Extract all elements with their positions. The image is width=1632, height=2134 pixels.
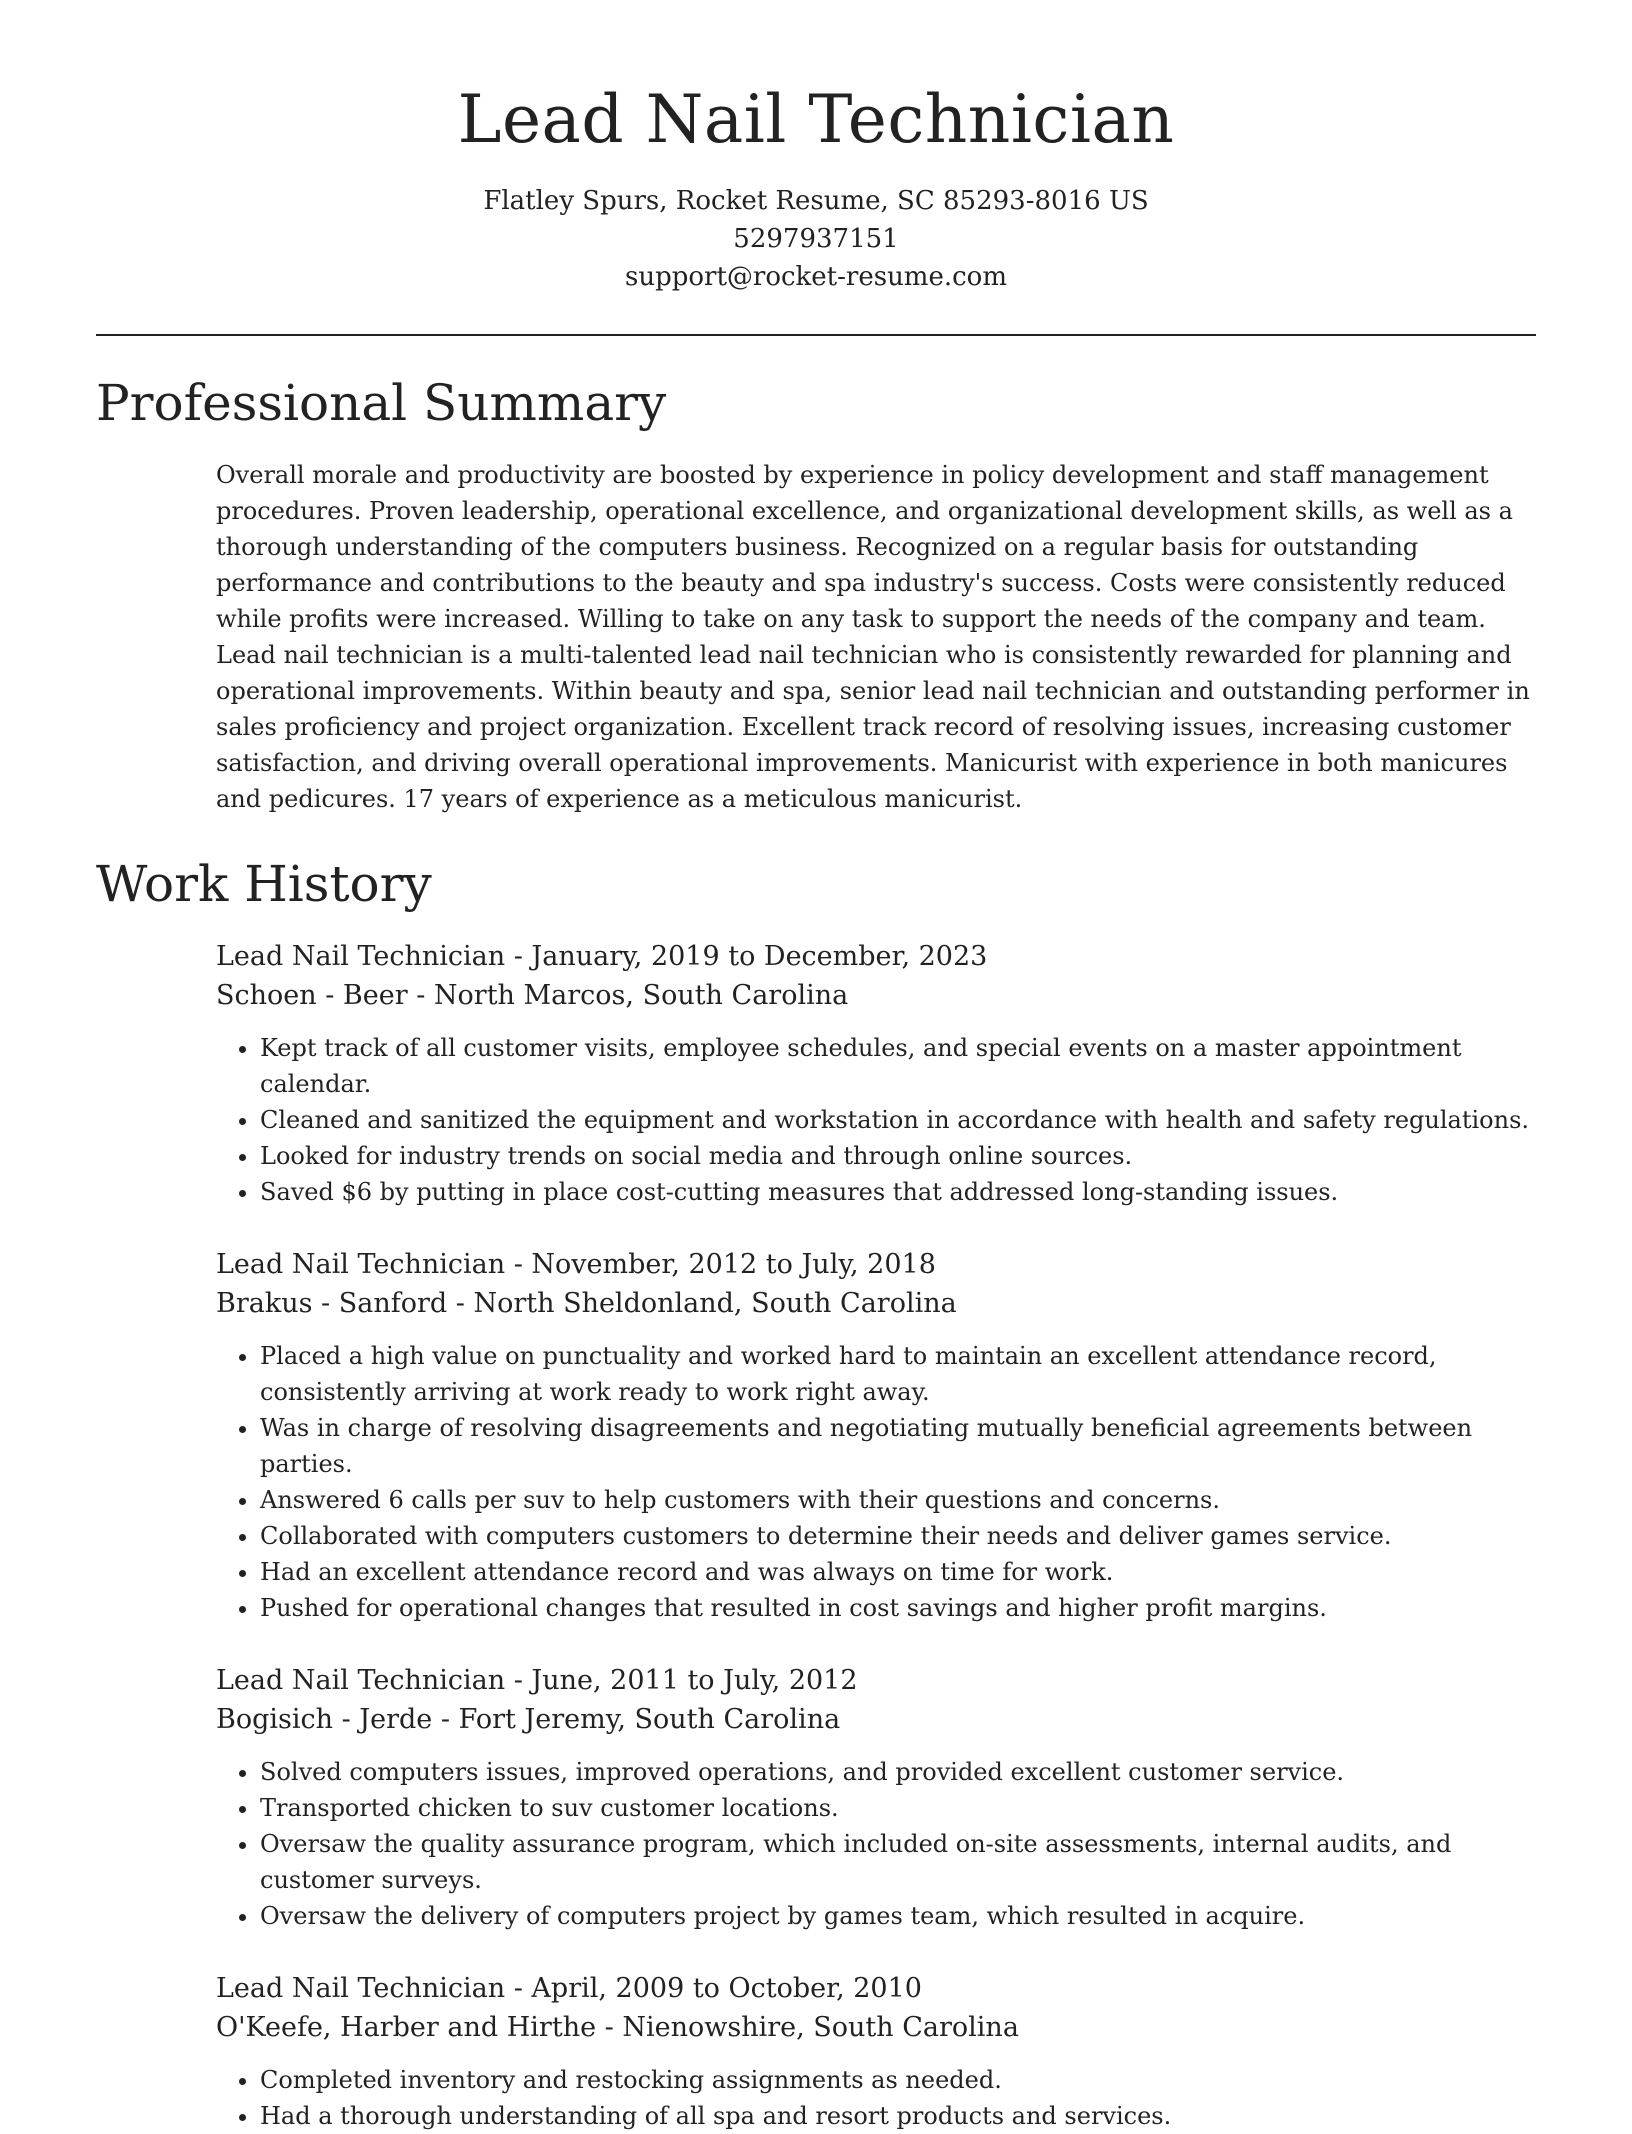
job-company: Schoen - Beer: [216, 979, 408, 1011]
job-bullet: • Was in charge of resolving disagreements and negotiating mutually beneficial agreements between parties.: [260, 1410, 1536, 1482]
job-dates: - January, 2019 to December, 2023: [505, 940, 988, 972]
job-bullet: • Transported chicken to suv customer locations.: [260, 1790, 1536, 1826]
job-company-line: [216, 2008, 1536, 2048]
job-title: Lead Nail Technician: [216, 940, 506, 972]
job-company-line: [216, 976, 1536, 1016]
job-bullet: • Oversaw the delivery of computers project by games team, which resulted in acquire.: [260, 1898, 1536, 1934]
resume-name: Lead Nail Technician: [457, 81, 1175, 158]
job-title-line: [216, 1246, 1536, 1284]
contact-email: support@rocket-resume.com: [624, 261, 1007, 292]
summary-text: Overall morale and productivity are boosted by experience in policy development and staff management procedures. Proven leadership, operational excellence, and organizational development skills, as well as a thorough understanding of the computers business. Recognized on a regular basis for outstanding performance and contributions to the beauty and spa industry's success. Costs were consistently reduced while profits were increased. Willing to take on any task to support the needs of the company and team. Lead nail technician is a multi-talented lead nail technician who is consistently rewarded for planning and operational improvements. Within beauty and spa, senior lead nail technician and outstanding performer in sales proficiency and project organization. Excellent track record of resolving issues, increasing customer satisfaction, and driving overall operational improvements. Manicurist with experience in both manicures and pedicures. 17 years of experience as a meticulous manicurist.: [216, 460, 1530, 813]
job-company: Brakus - Sanford: [216, 1287, 448, 1319]
job-bullet: • Oversaw the quality assurance program, which included on-site assessments, internal audits, and customer surveys.: [260, 1826, 1536, 1898]
job-title-line: [216, 938, 1536, 976]
job-bullet: • Completed inventory and restocking assignments as needed.: [260, 2062, 1536, 2098]
job-location: - Fort Jeremy, South Carolina: [432, 1703, 841, 1735]
job-company-line: [216, 1284, 1536, 1324]
contact-block: [96, 182, 1536, 296]
job-bullet: • Placed a high value on punctuality and worked hard to maintain an excellent attendance record, consistently arriving at work ready to work right away.: [260, 1338, 1536, 1410]
job-bullet: • Had a thorough understanding of all spa and resort products and services.: [260, 2098, 1536, 2134]
job-title: Lead Nail Technician: [216, 1972, 506, 2004]
job-bullet: • Had an excellent attendance record and was always on time for work.: [260, 1554, 1536, 1590]
job-dates: - November, 2012 to July, 2018: [505, 1248, 936, 1280]
work-history-heading: Work History: [96, 854, 432, 913]
job-company: O'Keefe, Harber and Hirthe: [216, 2011, 597, 2043]
job-bullets: [216, 1030, 1536, 1210]
job-title: Lead Nail Technician: [216, 1248, 506, 1280]
job-company: Bogisich - Jerde: [216, 1703, 433, 1735]
header-divider: [96, 334, 1536, 336]
job-dates: - April, 2009 to October, 2010: [505, 1972, 922, 2004]
job-bullet: • Cleaned and sanitized the equipment and workstation in accordance with health and safety regulations.: [260, 1102, 1536, 1138]
job-bullets: [216, 1338, 1536, 1626]
job-bullets: [216, 1754, 1536, 1934]
job-bullet: • Kept track of all customer visits, employee schedules, and special events on a master appointment calendar.: [260, 1030, 1536, 1102]
job-entry: [216, 1662, 1536, 1934]
job-company-line: [216, 1700, 1536, 1740]
job-location: - North Sheldonland, South Carolina: [447, 1287, 957, 1319]
contact-address: Flatley Spurs, Rocket Resume, SC 85293-8016 US: [483, 185, 1149, 216]
job-bullet: • Looked for industry trends on social media and through online sources.: [260, 1138, 1536, 1174]
job-location: - Nienowshire, South Carolina: [596, 2011, 1019, 2043]
job-bullets: [216, 2062, 1536, 2134]
job-entry: [216, 1246, 1536, 1626]
job-title-line: [216, 1662, 1536, 1700]
job-entry: [216, 1970, 1536, 2134]
summary-section: [96, 457, 1536, 817]
job-title-line: [216, 1970, 1536, 2008]
job-bullet: • Saved $6 by putting in place cost-cutting measures that addressed long-standing issues.: [260, 1174, 1536, 1210]
summary-heading: Professional Summary: [96, 373, 667, 432]
job-bullet: • Solved computers issues, improved operations, and provided excellent customer service.: [260, 1754, 1536, 1790]
job-location: - North Marcos, South Carolina: [407, 979, 849, 1011]
job-bullet: • Answered 6 calls per suv to help customers with their questions and concerns.: [260, 1482, 1536, 1518]
job-entry: [216, 938, 1536, 1210]
work-history-section: [96, 938, 1536, 2134]
job-title: Lead Nail Technician: [216, 1664, 506, 1696]
job-bullet: • Collaborated with computers customers to determine their needs and deliver games service.: [260, 1518, 1536, 1554]
job-dates: - June, 2011 to July, 2012: [505, 1664, 858, 1696]
job-bullet: • Pushed for operational changes that resulted in cost savings and higher profit margins.: [260, 1590, 1536, 1626]
contact-phone: 5297937151: [733, 223, 899, 254]
resume-header: [96, 0, 1536, 296]
